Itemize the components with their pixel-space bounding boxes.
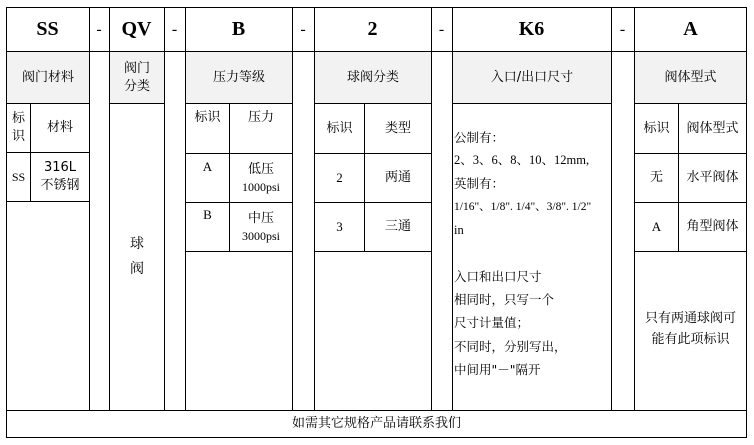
code-pressure: B: [231, 18, 246, 40]
pressure-name: 中压: [247, 211, 274, 227]
port-size-line: 尺寸计量值；: [454, 315, 530, 331]
ball-type-col-id: 标识: [326, 120, 353, 136]
code-separator: -: [171, 20, 178, 38]
body-type-note: 只有两通球阀可能有此项标识: [644, 311, 736, 347]
body-type-col-type: 阀体型式: [686, 120, 739, 136]
port-size-line: 2、3、6、8、10、12mm,: [454, 153, 590, 168]
port-size-line: 公制有：: [454, 130, 505, 145]
row-border: [634, 251, 747, 252]
ball-type-row-id: 3: [336, 219, 343, 235]
material-row-material: 316L不锈钢: [40, 160, 80, 193]
ball-type-col-type: 类型: [384, 120, 411, 136]
ball-type-row-id: 2: [336, 170, 343, 186]
row-border: [314, 251, 432, 252]
body-type-col-id: 标识: [643, 120, 670, 136]
row-border: [452, 103, 612, 104]
col-border: [292, 7, 293, 411]
port-size-line: in: [454, 222, 464, 237]
material-row-id: SS: [11, 169, 26, 184]
pressure-name: 低压: [247, 162, 274, 178]
code-port-size: K6: [518, 18, 545, 40]
col-border: [611, 7, 612, 411]
col-border: [89, 7, 90, 411]
port-size-line: 中间用"－"隔开: [454, 361, 541, 377]
material-col-id: 标识: [11, 111, 25, 144]
code-valve-type: QV: [121, 18, 152, 40]
port-size-line: 1/16"、1/8". 1/4"、3/8". 1/2": [454, 200, 592, 213]
pressure-row-id: A: [202, 159, 213, 175]
port-size-line: 英制有：: [454, 176, 505, 192]
col-border: [164, 7, 165, 411]
code-separator: -: [96, 20, 102, 38]
pressure-row-value: [230, 154, 292, 202]
code-body-type: A: [683, 18, 698, 40]
valve-type-value: 球阀: [130, 235, 144, 277]
body-type-title: 阀体型式: [635, 52, 746, 103]
port-size-line: 相同时，只写一个: [454, 292, 555, 308]
footer-note: 如需其它规格产品请联系我们: [291, 416, 461, 432]
body-type-row-id: A: [651, 219, 662, 235]
port-size-line: 不同时，分别写出，: [454, 338, 567, 354]
port-size-line: 入口和出口尺寸: [454, 269, 542, 285]
col-border: [431, 7, 432, 411]
code-separator: -: [438, 20, 445, 38]
pressure-row-value: [230, 203, 292, 251]
material-col-material: 材料: [46, 120, 73, 136]
body-type-row-type: 水平阀体: [686, 170, 739, 186]
material-title: 阀门材料: [7, 52, 89, 103]
row-border: [185, 251, 293, 252]
ball-type-row-type: 三通: [384, 219, 411, 235]
body-type-row-type: 角型阀体: [686, 219, 739, 235]
row-border: [6, 201, 90, 202]
pressure-row-id: B: [203, 207, 212, 223]
port-size-description: [454, 126, 610, 396]
ball-type-title: 球阀分类: [315, 52, 431, 103]
code-separator: -: [300, 20, 306, 38]
pressure-psi: 1000psi: [241, 179, 280, 194]
body-type-row-id: 无: [649, 170, 663, 186]
pressure-title: 压力等级: [186, 52, 292, 103]
pressure-col-id: 标识: [194, 110, 221, 126]
code-material: SS: [36, 18, 59, 40]
port-size-title: 入口/出口尺寸: [453, 52, 611, 103]
pressure-psi: 3000psi: [241, 228, 280, 243]
code-separator: -: [619, 20, 626, 38]
pressure-col-pressure: 压力: [247, 110, 274, 126]
code-ball-type: 2: [367, 18, 378, 40]
ball-type-row-type: 两通: [384, 170, 411, 186]
valve-type-title: 阀门分类: [110, 52, 164, 103]
